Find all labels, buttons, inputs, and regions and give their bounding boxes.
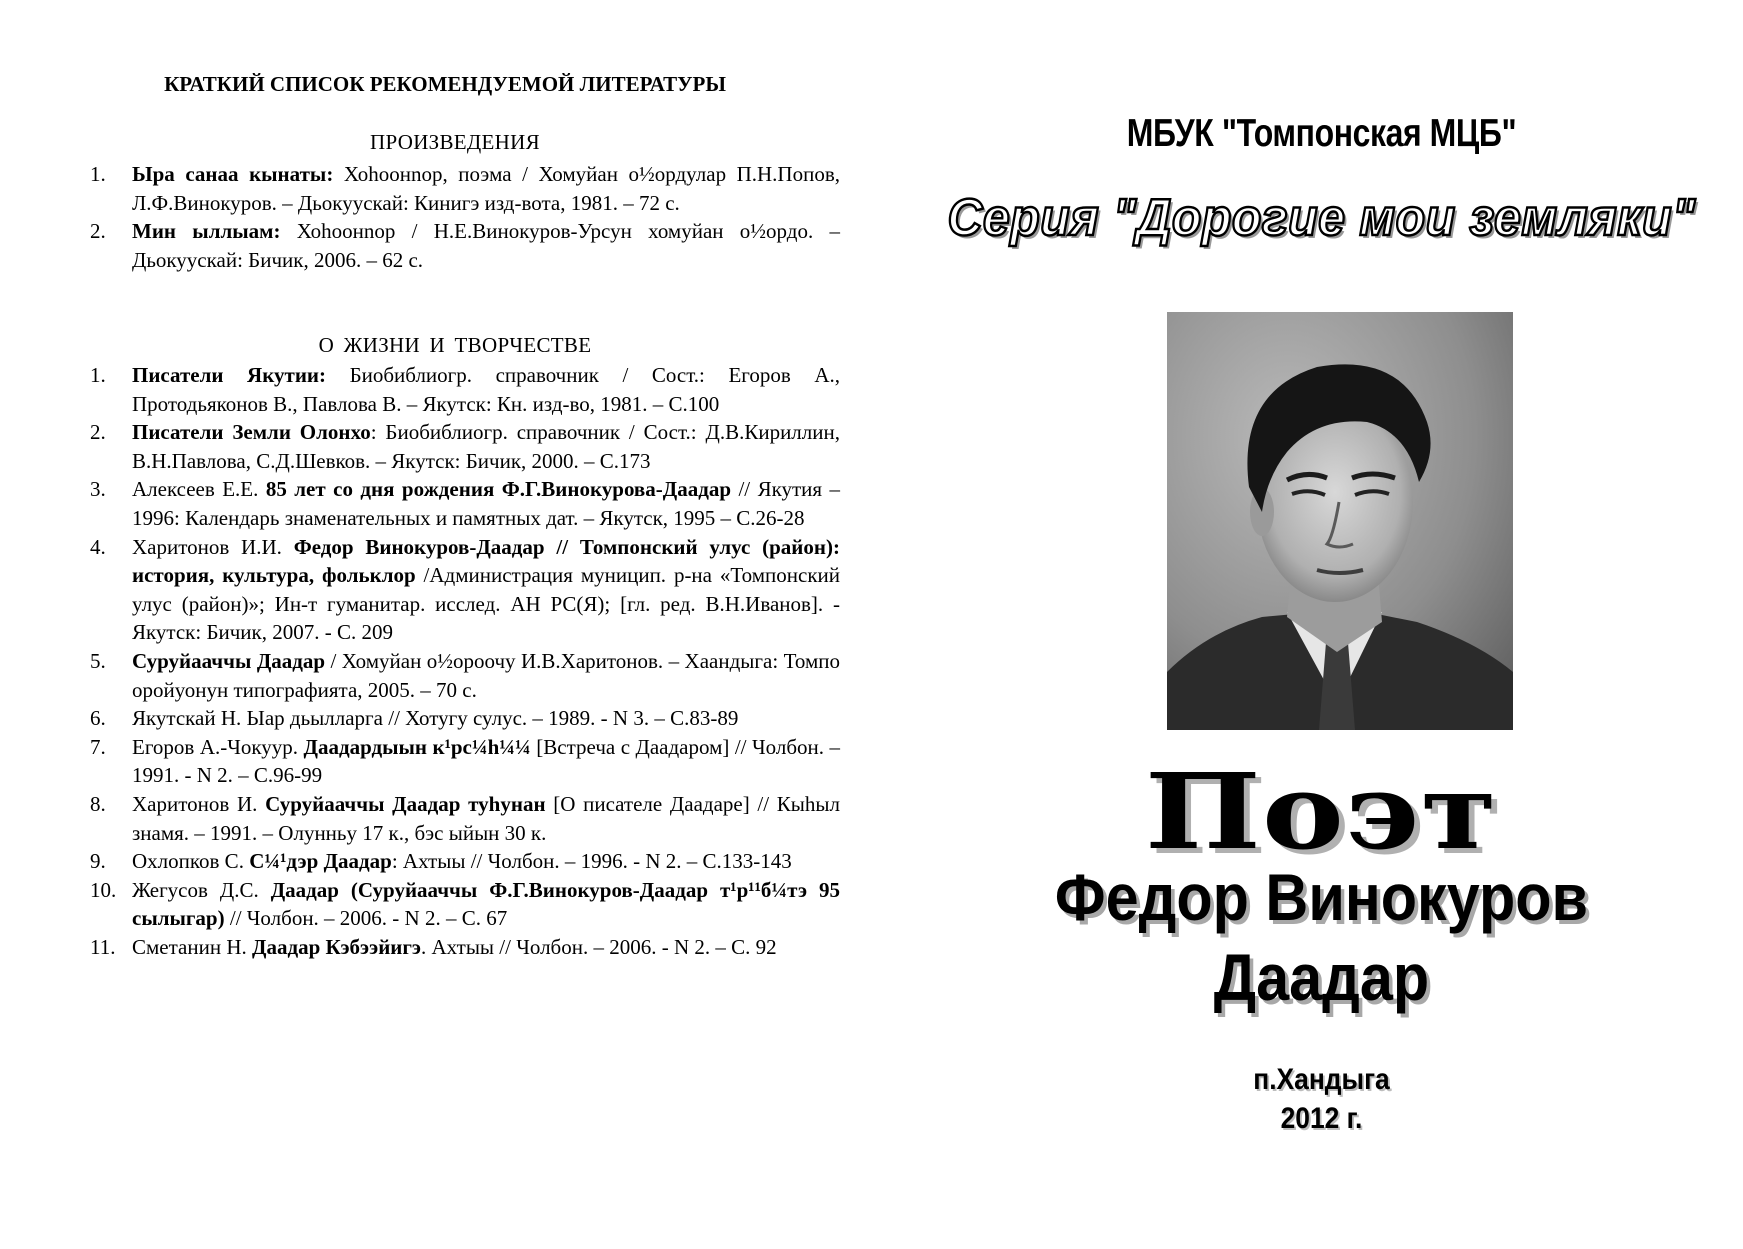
item-text: [О писателе Даадаре] // Кыhыл знамя. – 1991. – Олунньу 17 к., бэс ыйын 30 к. [132, 791, 840, 845]
works-section-title: ПРОИЗВЕДЕНИЯ [370, 130, 540, 154]
item-title: Даадар Кэбээйигэ [252, 934, 421, 959]
cover-panel [900, 0, 1743, 1249]
item-title: Суруйааччы Даадар туhунан [265, 791, 546, 816]
life-section-title: О ЖИЗНИ И ТВОРЧЕСТВЕ [318, 333, 592, 357]
item-title: Даадардыын к¹рс¼h¼¼ [303, 734, 531, 759]
item-text: /Администрация муницип. р-на «Томпонский улус (район)»; Ин-т гуманитар. исслед. АН РС(Я); [гл. ред. В.Н.Иванов]. - Якутск: Бичик, 2007. - С. 209 [132, 563, 840, 645]
item-text: // Чолбон. – 2006. - N 2. – С. 67 [224, 906, 508, 931]
item-number: 2. [90, 219, 106, 244]
list-item [90, 217, 840, 274]
item-author: Якутскай Н. Ыар дьылларга // Хотугу сулус. – 1989. - N 3. – С.83-89 [132, 706, 739, 731]
publication-year: 2012 г. [1280, 1102, 1363, 1135]
item-title: 85 лет со дня рождения Ф.Г.Винокурова-Даадар [265, 477, 732, 502]
item-title: Писатели Земли Олонхо [132, 420, 371, 445]
item-author: Алексеев Е.Е. [132, 477, 266, 502]
list-item [90, 876, 840, 933]
item-number: 5. [90, 648, 106, 673]
item-text: Биобиблиогр. справочник / Сост.: Егоров А., Протодьяконов В., Павлова В. – Якутск: Кн. изд-во, 1981. – С.100 [132, 363, 840, 416]
list-item [90, 733, 840, 790]
list-item [90, 933, 840, 962]
poet-name-line-1: Федор Винокуров [1054, 860, 1589, 934]
item-number: 8. [90, 791, 106, 816]
item-title: Ыра санаа кынаты: [132, 162, 334, 186]
item-text: Хоhоонnор / Н.Е.Винокуров-Урсун хомуйан о½ордо. – Дьокуускай: Бичик, 2006. – 62 с. [132, 219, 840, 272]
works-list [90, 160, 840, 274]
list-item [90, 647, 840, 704]
item-title: Мин ыллыам: [132, 219, 281, 244]
list-item [90, 160, 840, 217]
organization-name: МБУК "Томпонская МЦБ" [1126, 112, 1517, 155]
list-item [90, 361, 840, 418]
item-text: Хоhоонnор, поэма / Хомуйан о½ордулар П.Н.Попов, Л.Ф.Винокуров. – Дьокуускай: Кинигэ изд-вота, 1981. – 72 с. [132, 162, 841, 215]
item-title: Писатели Якутии: [132, 363, 327, 387]
poet-heading: Поэт [1144, 750, 1499, 873]
item-author: Харитонов И.И. [132, 534, 294, 559]
list-item [90, 475, 840, 532]
item-text: / Хомуйан о½ороочу И.В.Харитонов. – Хаандыга: Томпо оройуонун типографията, 2005. – 70 с. [132, 648, 840, 702]
item-title: Федор Винокуров-Даадар // Томпонский улус (район): история, культура, фольклор [132, 534, 840, 588]
item-text: . Ахтыы // Чолбон. – 2006. - N 2. – С. 92 [421, 934, 777, 959]
item-text: [Встреча с Даадаром] // Чолбон. – 1991. - N 2. – С.96-99 [132, 734, 840, 788]
item-number: 7. [90, 734, 106, 759]
item-text: // Якутия – 1996: Календарь знаменательных и памятных дат. – Якутск, 1995 – С.26-28 [132, 477, 841, 530]
item-author: Харитонов И. [132, 791, 266, 816]
item-number: 9. [90, 849, 106, 874]
item-text: : Биобиблиогр. справочник / Сост.: Д.В.Кириллин, В.Н.Павлова, С.Д.Шевков. – Якутск: Бичик, 2000. – С.173 [132, 420, 840, 473]
item-number: 4. [90, 534, 106, 559]
item-text: : Ахтыы // Чолбон. – 1996. - N 2. – С.133-143 [391, 849, 792, 874]
item-number: 6. [90, 706, 106, 731]
item-number: 2. [90, 420, 106, 445]
item-author: Жегусов Д.С. [132, 877, 271, 902]
item-title: Даадар (Суруйааччы Ф.Г.Винокуров-Даадар т¹р¹¹б¼тэ 95 сылыгар) [132, 877, 840, 931]
list-item [90, 533, 840, 647]
series-title: Серия "Дорогие мои земляки" [947, 189, 1696, 247]
publication-place: п.Хандыга [1253, 1063, 1390, 1096]
list-item [90, 418, 840, 475]
item-title: Суруйааччы Даадар [132, 648, 326, 673]
item-number: 10. [90, 877, 117, 902]
list-item [90, 704, 840, 733]
item-author: Охлопков С. [132, 849, 250, 874]
list-item [90, 847, 840, 876]
item-number: 1. [90, 363, 106, 387]
item-author: Сметанин Н. [132, 934, 253, 959]
poet-portrait [1167, 312, 1513, 730]
bibliography-panel [0, 0, 870, 1249]
item-number: 11. [90, 934, 116, 959]
item-author: Егоров А.-Чокуур. [132, 734, 304, 759]
bibliography-heading: КРАТКИЙ СПИСОК РЕКОМЕНДУЕМОЙ ЛИТЕРАТУРЫ [164, 72, 726, 96]
life-list [90, 361, 840, 961]
item-number: 1. [90, 162, 106, 186]
item-number: 3. [90, 477, 106, 502]
item-title: С¼¹дэр Даадар [249, 849, 392, 874]
list-item [90, 790, 840, 847]
poet-name-line-2: Даадар [1213, 940, 1430, 1014]
